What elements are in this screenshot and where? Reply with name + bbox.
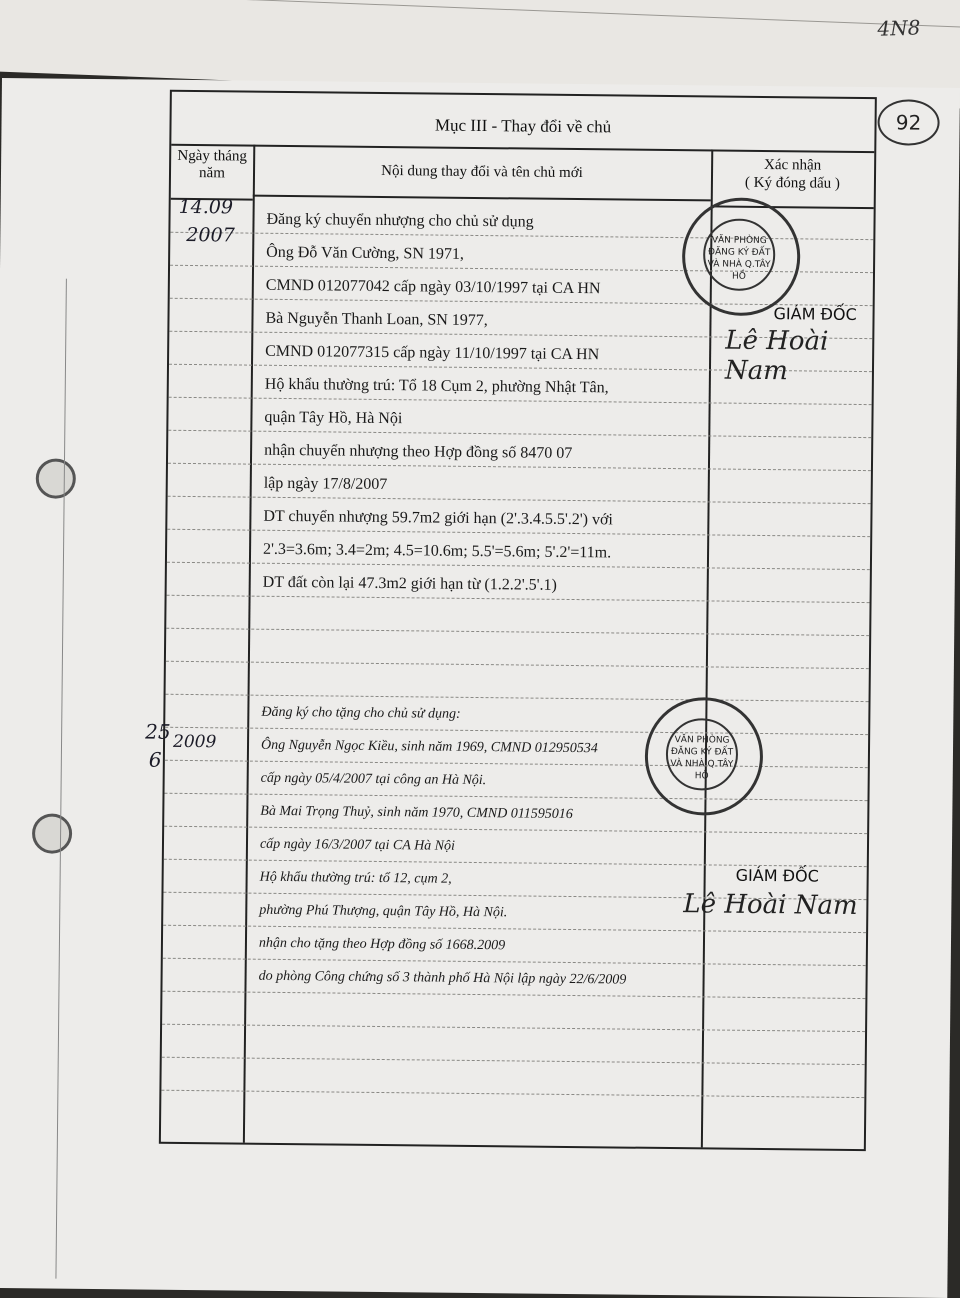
ruled-line [163, 925, 866, 933]
ruled-line [168, 463, 871, 471]
entry1-line: CMND 012077042 cấp ngày 03/10/1997 tại CA HN [265, 276, 601, 298]
director-signature: Lê Hoài Nam [683, 889, 858, 922]
top-note: 4N8 [877, 15, 921, 41]
header-date [171, 144, 254, 201]
ruled-line [163, 958, 866, 966]
header-date-line1: Ngày tháng [177, 147, 248, 165]
header-date-line2: năm [199, 165, 226, 182]
entry1-date-year: 2007 [186, 223, 235, 247]
entry2-line: Ông Nguyễn Ngọc Kiều, sinh năm 1969, CMND 012950534 [260, 737, 598, 757]
director-title: GIÁM ĐỐC [735, 865, 819, 886]
page-number: 92 [877, 99, 939, 146]
ruled-line [168, 430, 871, 438]
director-signature: Lê Hoài Nam [724, 325, 829, 387]
punch-hole-icon [32, 813, 72, 853]
ruled-line [166, 694, 869, 702]
margin-line [55, 279, 66, 1279]
entry1-line: DT đất còn lại 47.3m2 giới hạn từ (1.2.2'.5'.1) [262, 573, 557, 594]
ruled-line [162, 1024, 865, 1032]
entry1-line: Đăng ký chuyển nhượng cho chủ sử dụng [266, 210, 534, 231]
entry1-line: Hộ khẩu thường trú: Tổ 18 Cụm 2, phường Nhật Tân, [264, 375, 609, 397]
ruled-line [167, 529, 870, 537]
entry1-line: Bà Nguyễn Thanh Loan, SN 1977, [265, 309, 488, 330]
entry2-date-day: 25 [145, 719, 171, 744]
entry1-line: CMND 012077315 cấp ngày 11/10/1997 tại CA HN [265, 342, 600, 364]
ruled-line [167, 595, 870, 603]
ruled-line [162, 991, 865, 999]
table-title: Mục III - Thay đổi về chủ [171, 92, 875, 153]
ruled-line [165, 727, 868, 735]
entry2-line: nhận cho tặng theo Hợp đồng số 1668.2009 [258, 935, 506, 954]
header-content: Nội dung thay đổi và tên chủ mới [253, 145, 712, 202]
ruled-line [161, 1090, 864, 1098]
ruled-line [165, 793, 868, 801]
entry1-line: Ông Đỗ Văn Cường, SN 1971, [266, 243, 465, 263]
director-title: GIÁM ĐỐC [773, 304, 857, 324]
ruled-line [162, 1057, 865, 1065]
column-divider [243, 145, 255, 1143]
entry1-line: lập ngày 17/8/2007 [263, 474, 388, 494]
entry2-line: Hộ khẩu thường trú: tổ 12, cụm 2, [259, 869, 452, 887]
stamp-text: VĂN PHÒNG ĐĂNG KÝ ĐẤT VÀ NHÀ Q.TÂY HỒ [666, 718, 739, 791]
ownership-change-table [145, 90, 877, 1151]
entry1-line: DT chuyển nhượng 59.7m2 giới hạn (2'.3.4.5.5'.2') với [263, 507, 613, 529]
entry1-date-day: 14.09 [178, 195, 234, 219]
back-sheet-line [0, 0, 960, 28]
entry2-line: Bà Mai Trọng Thuỷ, sinh năm 1970, CMND 011595016 [260, 803, 573, 823]
header-confirm-line2: ( Ký đóng dấu ) [744, 174, 841, 192]
entry2-line: cấp ngày 05/4/2007 tại công an Hà Nội. [260, 770, 487, 789]
ruled-line [168, 496, 871, 504]
entry2-date-year: 2009 [172, 731, 217, 753]
ruled-line [167, 562, 870, 570]
entry1-line: 2'.3=3.6m; 3.4=2m; 4.5=10.6m; 5.5'=5.6m; 5'.2'=11m. [262, 540, 612, 562]
ruled-line [169, 397, 872, 405]
ruled-line [166, 628, 869, 636]
ruled-line [164, 826, 867, 834]
stamp-text: VĂN PHÒNG ĐĂNG KÝ ĐẤT VÀ NHÀ Q.TÂY HỒ [703, 218, 776, 291]
entry1-line: quận Tây Hồ, Hà Nội [264, 408, 403, 428]
official-stamp-icon [644, 697, 763, 816]
ruled-line [166, 661, 869, 669]
punch-hole-icon [36, 458, 76, 498]
document-sheet [0, 78, 960, 1298]
entry2-line: do phòng Công chứng số 3 thành phố Hà Nội lập ngày 22/6/2009 [258, 968, 627, 988]
entry1-line: nhận chuyển nhượng theo Hợp đồng số 8470 07 [264, 441, 573, 462]
entry2-date-month: 6 [148, 747, 162, 772]
entry2-line: phường Phú Thượng, quận Tây Hồ, Hà Nội. [259, 902, 508, 921]
entry2-line: Đăng ký cho tặng cho chủ sử dụng: [261, 704, 461, 722]
header-confirm-line1: Xác nhận [764, 156, 822, 174]
entry2-line: cấp ngày 16/3/2007 tại CA Hà Nội [259, 836, 456, 854]
official-stamp-icon [682, 197, 801, 316]
